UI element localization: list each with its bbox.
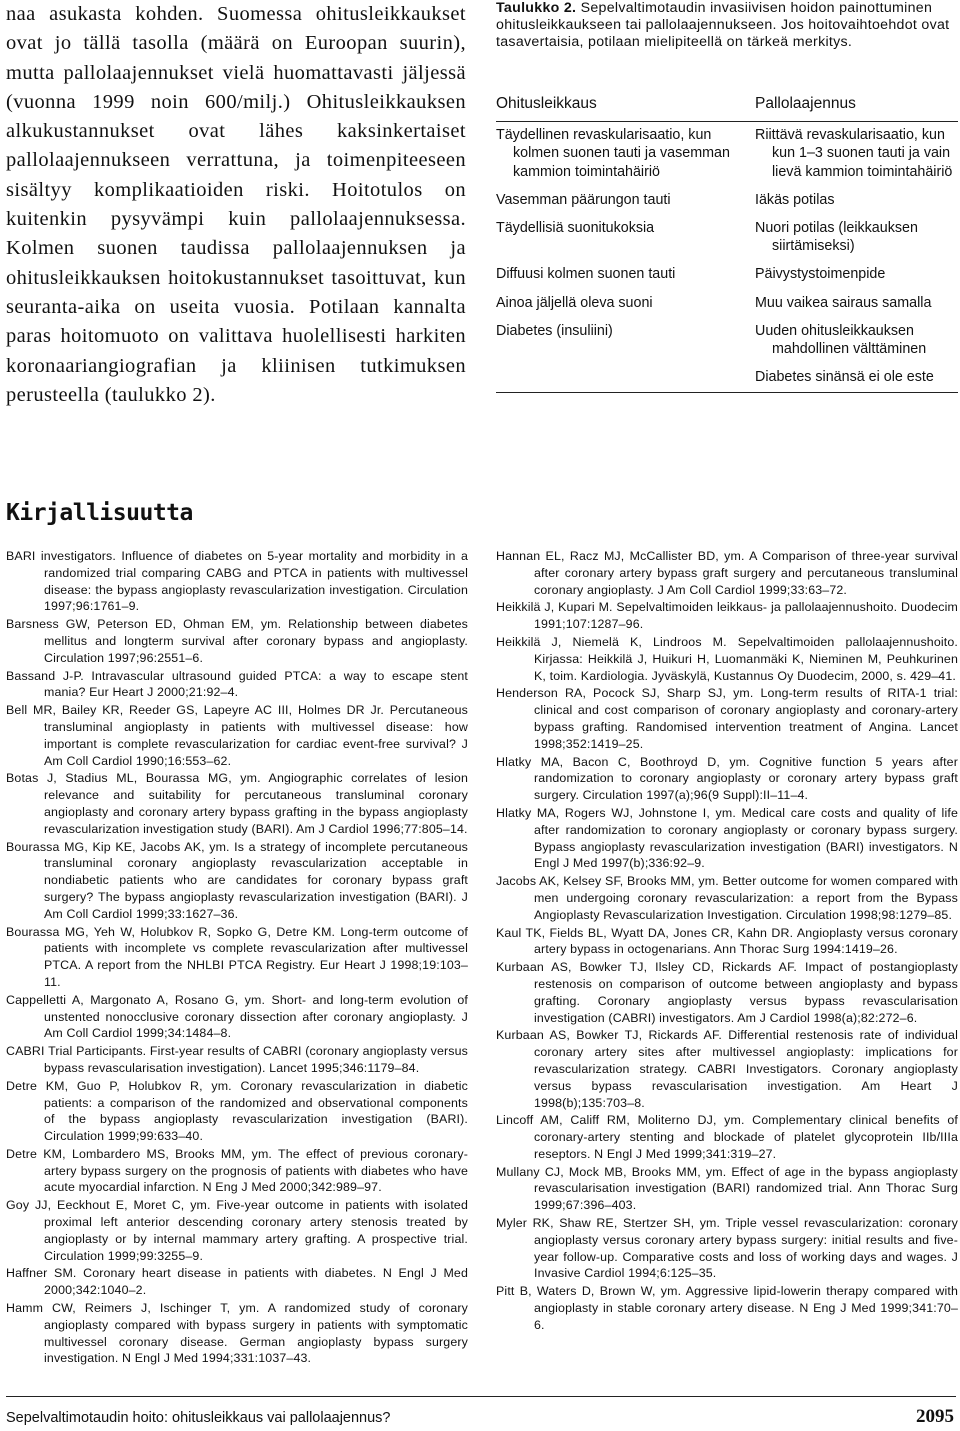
reference-entry: Bassand J-P. Intravascular ultrasound guided PTCA: a way to escape stent mania? Eur Heart J 2000;21:92–4. xyxy=(6,668,468,700)
references-right-column xyxy=(496,548,958,1335)
reference-entry: Goy JJ, Eeckhout E, Moret C, ym. Five-year outcome in patients with isolated proximal left anterior descending coronary artery stenosis treated by angioplasty or by internal mammary artery grafting. A prospective trial. Circulation 1999;99:3255–9. xyxy=(6,1198,468,1263)
reference-entry: Lincoff AM, Califf RM, Moliterno DJ, ym. Complementary clinical benefits of coronary-artery stenting and blockade of platelet glycoprotein IIb/IIIa reseptors. N Engl J Med 1999;341:319–27. xyxy=(496,1113,958,1161)
table-cell: Uuden ohitusleikkauksen mahdollinen välttäminen xyxy=(755,322,927,358)
reference-entry: Detre KM, Guo P, Holubkov R, ym. Coronary revascularization in diabetic patients: a comparison of the randomized and observational components of the bypass angioplasty revascularization investigation (BARI). Circulation 1999;99:633–40. xyxy=(6,1078,468,1144)
table-cell: Täydellisiä suonitukoksia xyxy=(496,220,655,237)
reference-entry: Bell MR, Bailey KR, Reeder GS, Lapeyre AC III, Holmes DR Jr. Percutaneous transluminal angioplasty in patients with multivessel disease: how important is complete revascularization for cardiac event-free survival? J Am Coll Cardiol 1990;16:553–62. xyxy=(6,703,468,768)
table-caption xyxy=(496,0,956,51)
table-cell: Vasemman päärungon tauti xyxy=(496,191,671,208)
table-cell: Täydellinen revaskularisaatio, kun kolmen suonen tauti ja vasemman kammion toimintahäiriö xyxy=(496,127,730,180)
table-row xyxy=(496,364,958,393)
table-row xyxy=(496,318,958,364)
table-cell: Ainoa jäljellä oleva suoni xyxy=(496,294,653,311)
reference-entry: BARI investigators. Influence of diabetes on 5-year mortality and morbidity in a randomized trial comparing CABG and PTCA in patients with multivessel disease: the bypass angioplasty revascularization investigation. Circulation 1997;96:1761–9. xyxy=(6,549,468,614)
reference-entry: Cappelletti A, Margonato A, Rosano G, ym. Short- and long-term evolution of unstented nonocclusive coronary dissection after coronary angioplasty. J Am Coll Cardiol 1999;34:1484–8. xyxy=(6,992,468,1041)
table-header-ptca: Pallolaajennus xyxy=(755,86,958,122)
table-cell: Riittävä revaskularisaatio, kun kun 1–3 suonen tauti ja vain lievä kammion toimintahäiriö xyxy=(755,127,953,180)
table-2 xyxy=(496,86,958,393)
table-cell: Iäkäs potilas xyxy=(755,191,835,208)
body-text-column xyxy=(6,0,466,410)
page-number: 2095 xyxy=(916,1406,954,1427)
table-cell: Päivystystoimenpide xyxy=(755,266,886,283)
table-header-row xyxy=(496,86,958,122)
reference-entry: Hlatky MA, Rogers WJ, Johnstone I, ym. Medical care costs and quality of life after randomization to coronary angioplasty or coronary bypass surgery. Bypass angioplasty revascularization investigation (BARI) investigators. N Engl J Med 1997(b);336:92–9. xyxy=(496,805,958,871)
reference-entry: Hlatky MA, Bacon C, Boothroyd D, ym. Cognitive function 5 years after randomization to coronary angioplasty or coronary artery bypass graft surgery. Circulation 1997(a);96(9 Suppl):II–11–4. xyxy=(496,754,958,803)
reference-entry: Pitt B, Waters D, Brown W, ym. Aggressive lipid-lowerin therapy compared with angioplasty in stable coronary artery disease. N Eng J Med 1999;341:70–6. xyxy=(496,1284,958,1332)
reference-entry: Bourassa MG, Yeh W, Holubkov R, Sopko G, Detre KM. Long-term outcome of patients with incomplete vs complete revascularization after multivessel PTCA. A report from the NHLBI PTCA Registry. Eur Heart J 1998;19:103–11. xyxy=(6,924,468,989)
reference-entry: Mullany CJ, Mock MB, Brooks MM, ym. Effect of age in the bypass angioplasty revascularisation investigation (BARI) randomized trial. Ann Thorac Surg 1999;67:396–403. xyxy=(496,1164,958,1213)
reference-entry: Bourassa MG, Kip KE, Jacobs AK, ym. Is a strategy of incomplete percutaneous transluminal coronary angioplasty revascularization acceptable in nondiabetic patients who are candidates for coronary bypass graft surgery? The bypass angioplasty revascularization investigation (BARI). J Am Coll Cardiol 1999;33:1627–36. xyxy=(6,839,468,921)
reference-entry: CABRI Trial Participants. First-year results of CABRI (coronary angioplasty versus bypass revascularisation investigation). Lancet 1995;346:1179–84. xyxy=(6,1044,468,1075)
table-cell: Nuori potilas (leikkauksen siirtämiseksi) xyxy=(755,220,918,255)
table-cell: Diffuusi kolmen suonen tauti xyxy=(496,266,676,283)
table-row xyxy=(496,290,958,318)
table-caption-label: Taulukko 2. xyxy=(496,0,577,16)
reference-entry: Kurbaan AS, Bowker TJ, Ilsley CD, Rickards AF. Impact of postangioplasty restenosis on comparison of outcome between angioplasty and bypass grafting. Coronary angioplasty versus bypass revascularisation investigation (CABRI) investigators. Am J Cardiol 1998(a);82:272–6. xyxy=(496,960,958,1025)
reference-entry: Henderson RA, Pocock SJ, Sharp SJ, ym. Long-term results of RITA-1 trial: clinical and cost comparison of coronary angioplasty and coronary-artery bypass grafting. Randomised intervention treatment of Angina. Lancet 1998;352:1419–25. xyxy=(496,686,958,751)
reference-entry: Barsness GW, Peterson ED, Ohman EM, ym. Relationship between diabetes mellitus and longterm survival after coronary bypass and angioplasty. Circulation 1997;96:2551–6. xyxy=(6,617,468,665)
reference-entry: Haffner SM. Coronary heart disease in patients with diabetes. N Engl J Med 2000;342:1040–2. xyxy=(6,1266,468,1298)
reference-entry: Detre KM, Lombardero MS, Brooks MM, ym. The effect of previous coronary-artery bypass surgery on the prognosis of patients with diabetes who have acute myocardial infarction. N Eng J Med 2000;342:989–97. xyxy=(6,1146,468,1195)
references-left-column xyxy=(6,548,468,1368)
table-row xyxy=(496,261,958,289)
table-cell: Diabetes sinänsä ei ole este xyxy=(755,364,958,393)
table-cell: Muu vaikea sairaus samalla xyxy=(755,294,932,311)
reference-entry: Botas J, Stadius ML, Bourassa MG, ym. Angiographic correlates of lesion relevance and suitability for percutaneous transluminal coronary angioplasty and coronary artery bypass grafting in the bypass angioplasty revascularization investigation study (BARI). Am J Cardiol 1996;77:805–14. xyxy=(6,771,468,836)
body-paragraph: naa asukasta kohden. Suomessa ohitusleikkaukset ovat jo tällä tasolla (määrä on Euroopan suurin), mutta pallolaajennukset vielä huomattavasti jäljessä (vuonna 1999 noin 600/milj.) Ohitusleikkauksen alkukustannukset ovat lähes kaksinkertaiset pallolaajennukseen verrattuna, ja toimenpiteeseen sisältyy komplikaatioiden riski. Hoitotulos on kuitenkin pysyvämpi kuin pallolaajennuksessa. Kolmen suonen taudissa pallolaajennuksen ja ohitusleikkauksen hoitokustannukset tasoittuvat, kun seuranta-aika on useita vuosia. Potilaan kannalta paras hoitomuoto on valittava huolellisesti harkiten koronaariangiografian ja kliinisen tutkimuksen perusteella (taulukko 2). xyxy=(6,3,466,406)
table-cell xyxy=(496,364,755,393)
table-header-cabg: Ohitusleikkaus xyxy=(496,86,755,122)
reference-entry: Jacobs AK, Kelsey SF, Brooks MM, ym. Better outcome for women compared with men undergoing coronary revascularization: a report from the Bypass Angioplasty Revascularization Investigation. Circulation 1998;98:1279–85. xyxy=(496,874,958,922)
reference-entry: Myler RK, Shaw RE, Stertzer SH, ym. Triple vessel revascularization: coronary angioplasty versus coronary artery bypass surgery: initial results and five-year follow-up. Comparative costs and loss of working days and wages. J Invasive Cardiol 1994;6:125–35. xyxy=(496,1216,958,1281)
reference-entry: Hamm CW, Reimers J, Ischinger T, ym. A randomized study of coronary angioplasty compared with bypass surgery in patients with symptomatic multivessel coronary disease. German angioplasty bypass surgery investigation. N Engl J Med 1994;331:1037–43. xyxy=(6,1301,468,1366)
references-heading: Kirjallisuutta xyxy=(6,500,193,526)
table-row xyxy=(496,215,958,261)
footer-rule xyxy=(6,1396,956,1397)
reference-entry: Hannan EL, Racz MJ, McCallister BD, ym. A Comparison of three-year survival after coronary artery bypass graft surgery and percutaneous transluminal coronary angioplasty. J Am Coll Cardiol 1999;33:63–72. xyxy=(496,549,958,597)
reference-entry: Heikkilä J, Niemelä K, Lindroos M. Sepelvaltimoiden pallolaajennushoito. Kirjassa: Heikkilä J, Huikuri H, Luomanmäki K, Nieminen M, Peuhkurinen K, toim. Kardiologia. Jyväskylä, Kustannus Oy Duodecim, 2000, s. 429–41. xyxy=(496,634,958,683)
reference-entry: Heikkilä J, Kupari M. Sepelvaltimoiden leikkaus- ja pallolaajennushoito. Duodecim 1991;107:1287–96. xyxy=(496,600,958,632)
table-caption-text: Sepelvaltimotaudin invasiivisen hoidon painottuminen ohitusleikkaukseen tai pallolaajennukseen. Jos hoitovaihtoehdot ovat tasavertaisia, potilaan mielipiteellä on tärkeä merkitys. xyxy=(496,0,950,50)
reference-entry: Kurbaan AS, Bowker TJ, Rickards AF. Differential restenosis rate of individual coronary artery sites after multivessel angioplasty: implications for revascularization strategy. CABRI Investigators. Coronary angioplasty versus bypass revascularisation investigation. Am Heart J 1998(b);135:703–8. xyxy=(496,1028,958,1110)
reference-entry: Kaul TK, Fields BL, Wyatt DA, Jones CR, Kahn DR. Angioplasty versus coronary artery bypass in octogenarians. Ann Thorac Surg 1994:1419–26. xyxy=(496,925,958,957)
table-row xyxy=(496,122,958,187)
table-row xyxy=(496,187,958,215)
table-cell: Diabetes (insuliini) xyxy=(496,322,613,339)
footer-running-title: Sepelvaltimotaudin hoito: ohitusleikkaus vai pallolaajennus? xyxy=(6,1410,391,1426)
